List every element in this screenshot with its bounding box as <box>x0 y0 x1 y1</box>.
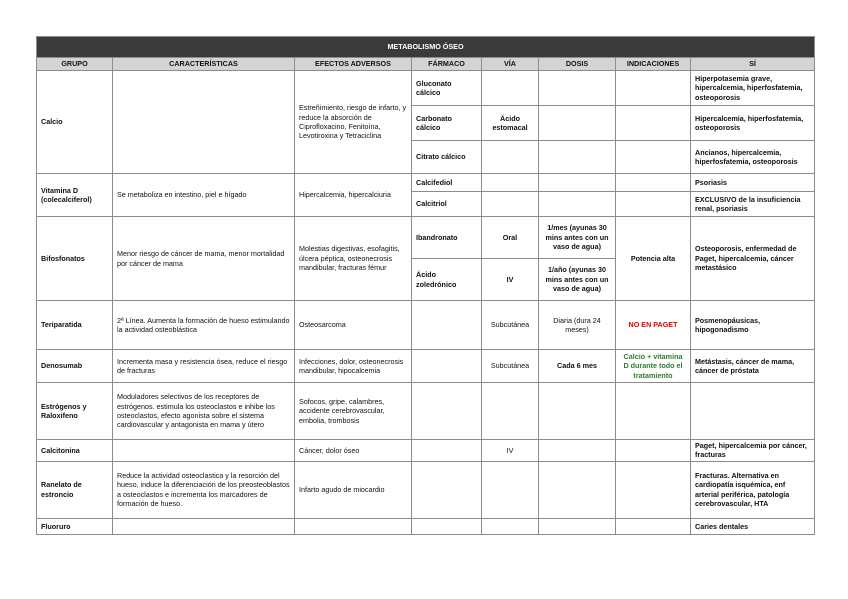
si-calcitonina: Paget, hipercalcemia por cáncer, fracturas <box>691 440 815 462</box>
header-caracteristicas: CARACTERÍSTICAS <box>113 58 295 71</box>
dosis-carbonato <box>539 106 616 141</box>
via-denosumab: Subcutánea <box>482 350 539 383</box>
indicaciones-estrogenos <box>616 383 691 440</box>
grupo-ranelato: Ranelato de estroncio <box>37 461 113 518</box>
grupo-denosumab: Denosumab <box>37 350 113 383</box>
dosis-ranelato <box>539 461 616 518</box>
si-calcifediol: Psoriasis <box>691 174 815 192</box>
metabolismo-oseo-table <box>36 36 815 535</box>
grupo-estrogenos: Estrógenos y Raloxifeno <box>37 383 113 440</box>
table-row <box>37 301 815 350</box>
indicaciones-gluconato <box>616 71 691 106</box>
dosis-gluconato <box>539 71 616 106</box>
table-row <box>37 518 815 534</box>
via-acido-zoledronico: IV <box>482 259 539 301</box>
dosis-acido-zoledronico: 1/año (ayunas 30 mins antes con un vaso de agua) <box>539 259 616 301</box>
indicaciones-teriparatida: NO EN PAGET <box>616 301 691 350</box>
farmaco-calcitonina <box>412 440 482 462</box>
efectos-denosumab: Infecciones, dolor, osteonecrosis mandibular, hipocalcemia <box>295 350 412 383</box>
caracteristicas-teriparatida: 2ª Línea. Aumenta la formación de hueso estimulando la actividad osteoblástica <box>113 301 295 350</box>
header-farmaco: FÁRMACO <box>412 58 482 71</box>
farmaco-gluconato: Gluconato cálcico <box>412 71 482 106</box>
si-denosumab: Metástasis, cáncer de mama, cáncer de próstata <box>691 350 815 383</box>
caracteristicas-estrogenos: Moduladores selectivos de los receptores de estrógenos. estimula los osteoclastos e inhibe los osteoclastos, efecto agonista sobre el sistema cardiovascular y antagonista en mama y útero <box>113 383 295 440</box>
indicaciones-ranelato <box>616 461 691 518</box>
grupo-fluoruro: Fluoruro <box>37 518 113 534</box>
via-calcitriol <box>482 192 539 217</box>
dosis-teriparatida: Diaria (dura 24 meses) <box>539 301 616 350</box>
header-efectos-adversos: EFECTOS ADVERSOS <box>295 58 412 71</box>
si-bifosfonatos: Osteoporosis, enfermedad de Paget, hipercalcemia, cáncer metastásico <box>691 217 815 301</box>
caracteristicas-vitamina-d: Se metaboliza en intestino, piel e hígado <box>113 174 295 217</box>
dosis-citrato <box>539 141 616 174</box>
via-ranelato <box>482 461 539 518</box>
header-dosis: DOSIS <box>539 58 616 71</box>
farmaco-carbonato: Carbonato cálcico <box>412 106 482 141</box>
dosis-ibandronato: 1/mes (ayunas 30 mins antes con un vaso de agua) <box>539 217 616 259</box>
si-gluconato: Hiperpotasemia grave, hipercalcemia, hiperfosfatemia, osteoporosis <box>691 71 815 106</box>
via-carbonato: Ácido estomacal <box>482 106 539 141</box>
farmaco-ibandronato: Ibandronato <box>412 217 482 259</box>
via-citrato <box>482 141 539 174</box>
farmaco-citrato: Citrato cálcico <box>412 141 482 174</box>
header-via: VÍA <box>482 58 539 71</box>
efectos-calcio: Estreñimiento, riesgo de infarto, y reduce la absorción de Ciprofloxacino, Fenitoína, Levotiroxina y Tetraciclina <box>295 71 412 174</box>
header-grupo: GRUPO <box>37 58 113 71</box>
farmaco-fluoruro <box>412 518 482 534</box>
dosis-fluoruro <box>539 518 616 534</box>
indicaciones-calcifediol <box>616 174 691 192</box>
indicaciones-denosumab: Calcio + vitamina D durante todo el tratamiento <box>616 350 691 383</box>
table-row <box>37 383 815 440</box>
indicaciones-calcitonina <box>616 440 691 462</box>
grupo-teriparatida: Teriparatida <box>37 301 113 350</box>
grupo-calcitonina: Calcitonina <box>37 440 113 462</box>
si-citrato: Ancianos, hipercalcemia, hiperfosfatemia, osteoporosis <box>691 141 815 174</box>
caracteristicas-fluoruro <box>113 518 295 534</box>
table-row <box>37 217 815 259</box>
dosis-estrogenos <box>539 383 616 440</box>
efectos-ranelato: Infarto agudo de miocardio <box>295 461 412 518</box>
si-carbonato: Hipercalcemia, hiperfosfatemia, osteoporosis <box>691 106 815 141</box>
si-fluoruro: Caries dentales <box>691 518 815 534</box>
grupo-bifosfonatos: Bifosfonatos <box>37 217 113 301</box>
indicaciones-fluoruro <box>616 518 691 534</box>
farmaco-teriparatida <box>412 301 482 350</box>
farmaco-ranelato <box>412 461 482 518</box>
efectos-teriparatida: Osteosarcoma <box>295 301 412 350</box>
si-ranelato: Fracturas. Alternativa en cardiopatía isquémica, enf arterial periférica, patología cerebrovascular, HTA <box>691 461 815 518</box>
caracteristicas-ranelato: Reduce la actividad osteoclastica y la resorción del hueso, induce la diferenciación de los preosteoblastos a osteoclastos e incrementa los marcadores de formación de hueso. <box>113 461 295 518</box>
caracteristicas-calcitonina <box>113 440 295 462</box>
indicaciones-calcitriol <box>616 192 691 217</box>
dosis-calcitriol <box>539 192 616 217</box>
via-calcifediol <box>482 174 539 192</box>
via-fluoruro <box>482 518 539 534</box>
table-row <box>37 350 815 383</box>
via-teriparatida: Subcutánea <box>482 301 539 350</box>
farmaco-calcitriol: Calcitriol <box>412 192 482 217</box>
dosis-calcifediol <box>539 174 616 192</box>
farmaco-acido-zoledronico: Ácido zoledrónico <box>412 259 482 301</box>
caracteristicas-denosumab: Incrementa masa y resistencia ósea, reduce el riesgo de fracturas <box>113 350 295 383</box>
grupo-vitamina-d: Vitamina D (colecalciferol) <box>37 174 113 217</box>
indicaciones-citrato <box>616 141 691 174</box>
header-si: SÍ <box>691 58 815 71</box>
via-estrogenos <box>482 383 539 440</box>
caracteristicas-bifosfonatos: Menor riesgo de cáncer de mama, menor mortalidad por cáncer de mama <box>113 217 295 301</box>
grupo-calcio: Calcio <box>37 71 113 174</box>
caracteristicas-calcio <box>113 71 295 174</box>
efectos-estrogenos: Sofocos, gripe, calambres, accidente cerebrovascular, embolia, trombosis <box>295 383 412 440</box>
efectos-bifosfonatos: Molestias digestivas, esofagitis, úlcera péptica, osteonecrosis mandibular, fracturas fémur <box>295 217 412 301</box>
farmaco-calcifediol: Calcifediol <box>412 174 482 192</box>
table-row <box>37 71 815 106</box>
via-gluconato <box>482 71 539 106</box>
table-row <box>37 174 815 192</box>
efectos-fluoruro <box>295 518 412 534</box>
efectos-vitamina-d: Hipercalcemia, hipercalciuria <box>295 174 412 217</box>
indicaciones-bifosfonatos: Potencia alta <box>616 217 691 301</box>
via-calcitonina: IV <box>482 440 539 462</box>
dosis-denosumab: Cada 6 mes <box>539 350 616 383</box>
efectos-calcitonina: Cáncer, dolor óseo <box>295 440 412 462</box>
si-calcitriol: EXCLUSIVO de la insuficiencia renal, psoriasis <box>691 192 815 217</box>
farmaco-estrogenos <box>412 383 482 440</box>
table-row <box>37 440 815 462</box>
via-ibandronato: Oral <box>482 217 539 259</box>
table-row <box>37 461 815 518</box>
header-indicaciones: INDICACIONES <box>616 58 691 71</box>
si-estrogenos <box>691 383 815 440</box>
indicaciones-carbonato <box>616 106 691 141</box>
table-title: METABOLISMO ÓSEO <box>37 37 815 58</box>
si-teriparatida: Posmenopáusicas, hipogonadismo <box>691 301 815 350</box>
header-row <box>37 58 815 71</box>
farmaco-denosumab <box>412 350 482 383</box>
dosis-calcitonina <box>539 440 616 462</box>
